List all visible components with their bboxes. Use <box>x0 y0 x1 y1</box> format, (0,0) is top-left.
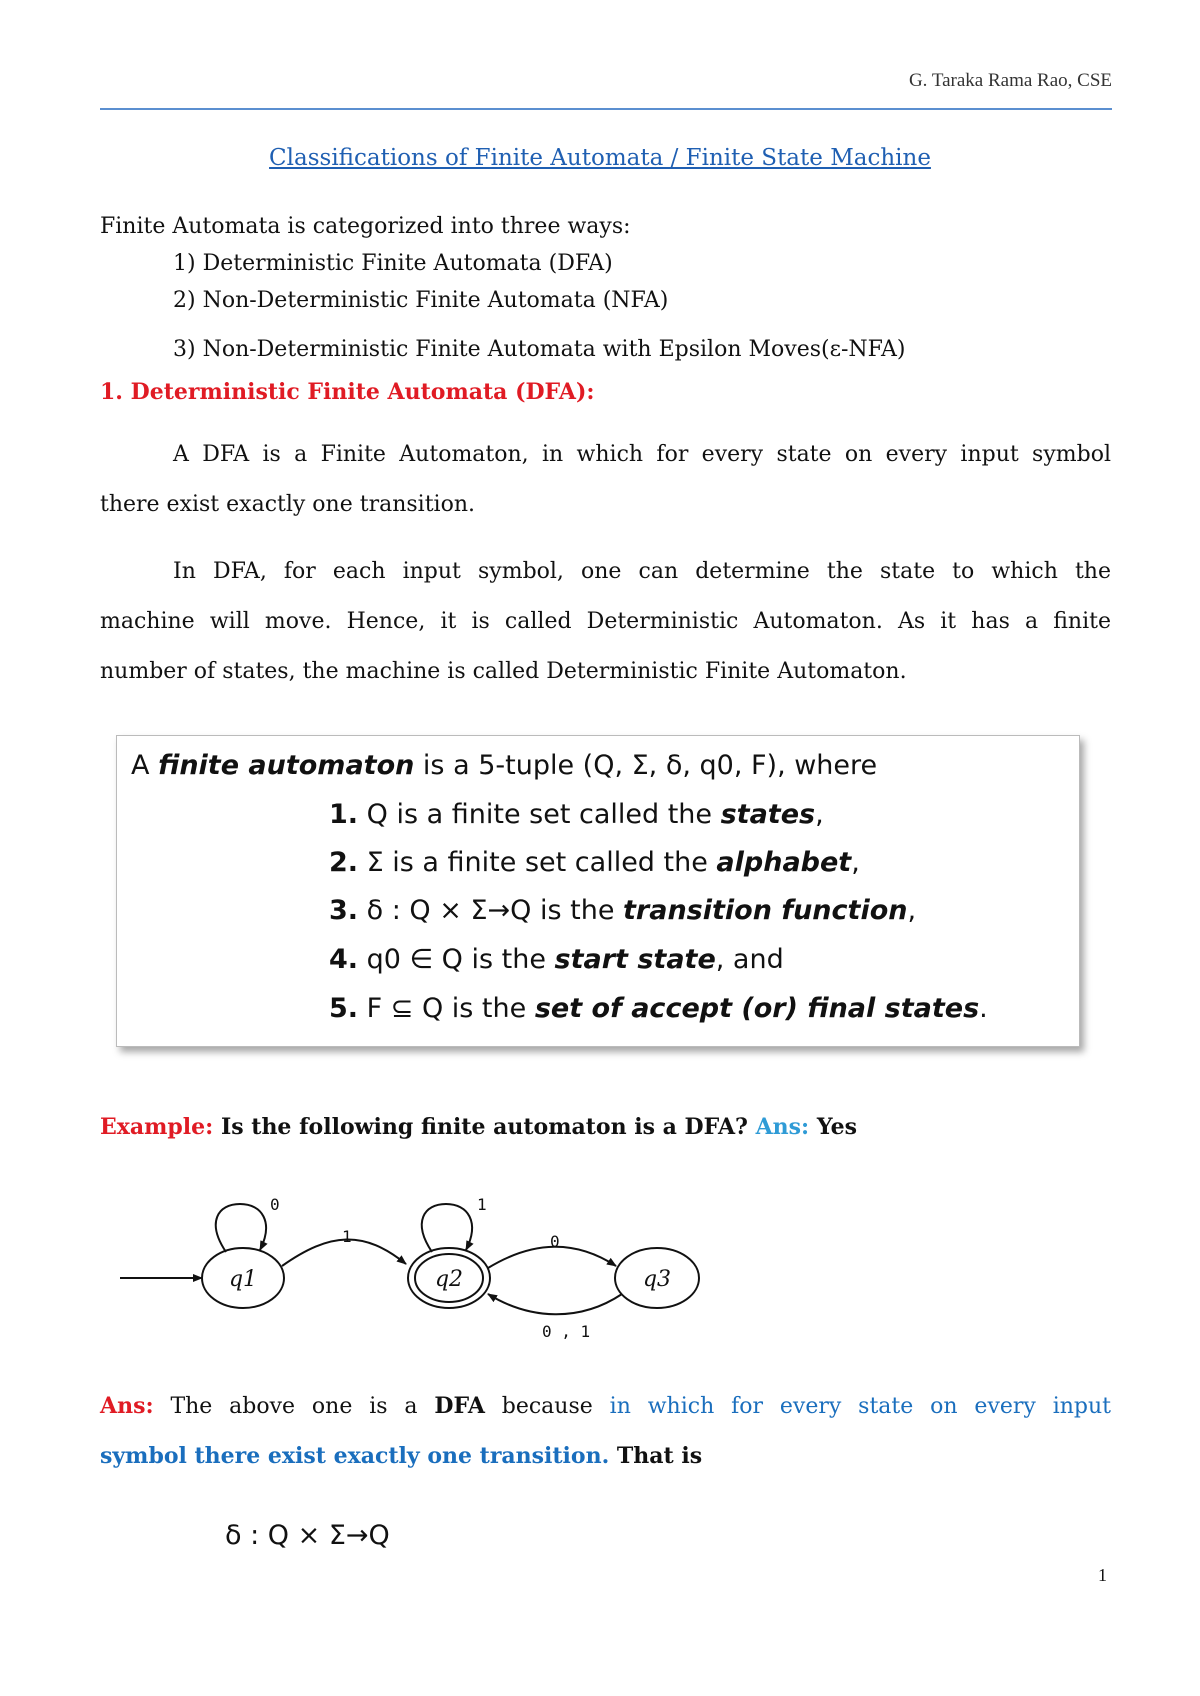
definition-item: 2. Σ is a finite set called the alphabet, <box>329 847 860 878</box>
page-number: 1 <box>1098 1565 1107 1585</box>
answer-blue1: in which for every state on every input <box>609 1394 1112 1419</box>
answer-line1 <box>100 1392 1111 1422</box>
definition-box <box>116 735 1080 1047</box>
section-heading-dfa <box>100 378 595 407</box>
label-loop-q2: 1 <box>477 1195 487 1214</box>
definition-item: 5. F ⊆ Q is the set of accept (or) final states. <box>329 993 988 1024</box>
example-label: Example: <box>100 1114 214 1140</box>
intro-text: Finite Automata is categorized into three ways: <box>100 214 631 239</box>
loop-q1 <box>216 1204 266 1252</box>
definition-item: 3. δ : Q × Σ→Q is the transition function, <box>329 895 917 926</box>
definition-intro: A finite automaton is a 5-tuple (Q, Σ, δ, q0, F), where <box>131 750 878 781</box>
dfa-state-diagram <box>110 1180 730 1340</box>
dfa-para2-line1: In DFA, for each input symbol, one can determine the state to which the <box>173 559 1111 584</box>
dfa-para1-line2: there exist exactly one transition. <box>100 492 475 517</box>
loop-q2 <box>422 1204 472 1252</box>
definition-item: 1. Q is a finite set called the states, <box>329 799 824 830</box>
definition-item: 4. q0 ∈ Q is the start state, and <box>329 944 784 975</box>
page-title: Classifications of Finite Automata / Finite State Machine <box>269 145 931 171</box>
label-q2-q3: 0 <box>550 1232 560 1251</box>
category-nfa: 2) Non-Deterministic Finite Automata (NFA) <box>173 288 669 313</box>
label-loop-q1: 0 <box>270 1195 280 1214</box>
answer-label: Ans: <box>100 1393 154 1419</box>
answer-dfa: DFA <box>434 1393 485 1419</box>
label-q3-q2: 0 , 1 <box>542 1322 591 1340</box>
dfa-para2-line3: number of states, the machine is called Deterministic Finite Automaton. <box>100 659 907 684</box>
edge-q3-q2 <box>488 1294 622 1314</box>
category-dfa: 1) Deterministic Finite Automata (DFA) <box>173 251 613 276</box>
dfa-para2-line2: machine will move. Hence, it is called Deterministic Automaton. As it has a finite <box>100 609 1111 634</box>
section-heading-number: 1. <box>100 379 123 405</box>
example-ans-label: Ans: <box>755 1114 810 1140</box>
example-question: Is the following finite automaton is a DFA? <box>213 1114 756 1140</box>
state-label-q3: q3 <box>642 1267 672 1292</box>
page-header-author: G. Taraka Rama Rao, CSE <box>908 70 1112 91</box>
answer-blue2: symbol there exist exactly one transition. <box>100 1443 610 1469</box>
answer-tail: That is <box>609 1443 703 1469</box>
state-label-q2: q2 <box>434 1267 464 1292</box>
example-line <box>100 1113 857 1142</box>
dfa-para1-line1: A DFA is a Finite Automaton, in which for every state on every input symbol <box>173 442 1111 467</box>
section-heading-text: Deterministic Finite Automata (DFA): <box>130 379 595 405</box>
category-enfa: 3) Non-Deterministic Finite Automata with Epsilon Moves(ε-NFA) <box>173 337 906 362</box>
label-q1-q2: 1 <box>342 1227 352 1246</box>
header-rule <box>100 108 1112 110</box>
example-ans-value: Yes <box>809 1114 857 1140</box>
answer-line2 <box>100 1442 702 1472</box>
state-label-q1: q1 <box>228 1267 258 1292</box>
transition-formula: δ : Q × Σ→Q <box>225 1520 390 1551</box>
answer-text2: because <box>484 1394 610 1419</box>
answer-text1: The above one is a <box>153 1394 435 1419</box>
